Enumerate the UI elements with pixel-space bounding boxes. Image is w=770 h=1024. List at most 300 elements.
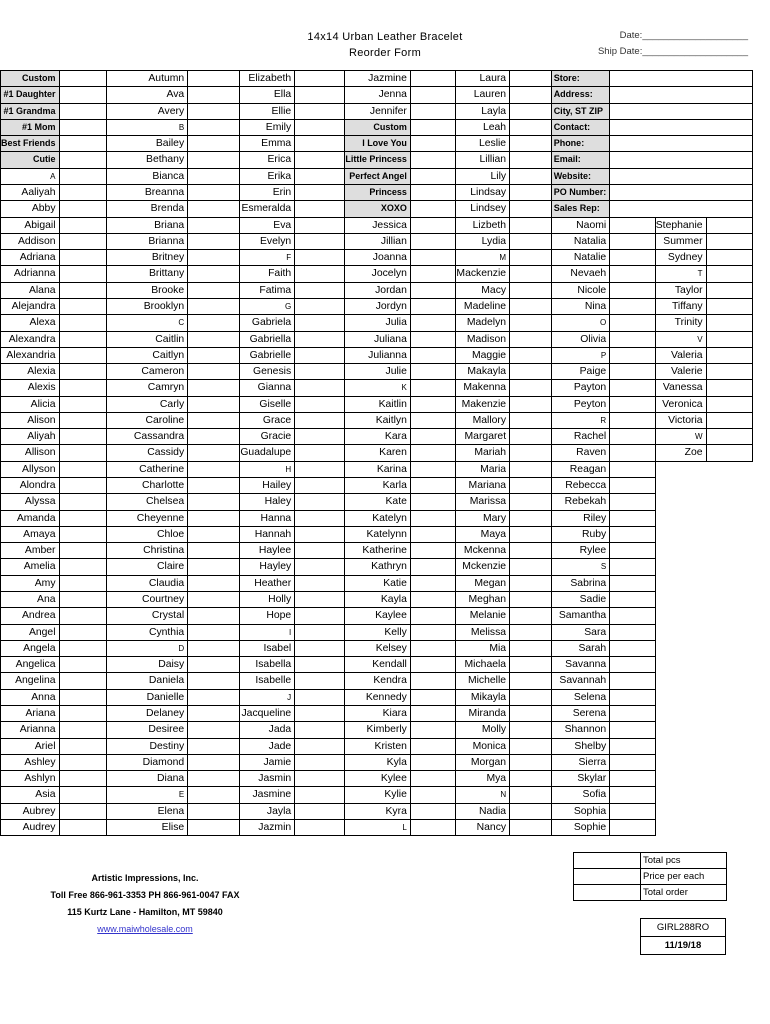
qty-cell[interactable] <box>610 298 656 314</box>
qty-cell[interactable] <box>188 168 240 184</box>
qty-cell[interactable] <box>295 575 345 591</box>
qty-cell[interactable] <box>410 298 456 314</box>
qty-cell[interactable] <box>188 71 240 87</box>
qty-cell[interactable] <box>510 298 552 314</box>
qty-cell[interactable] <box>188 282 240 298</box>
qty-cell[interactable] <box>188 754 240 770</box>
qty-cell[interactable] <box>188 803 240 819</box>
qty-cell[interactable] <box>295 624 345 640</box>
qty-cell[interactable] <box>706 298 753 314</box>
qty-cell[interactable] <box>610 461 656 477</box>
qty-cell[interactable] <box>295 478 345 494</box>
qty-cell[interactable] <box>59 217 107 233</box>
qty-cell[interactable] <box>510 233 552 249</box>
qty-cell[interactable] <box>510 575 552 591</box>
qty-cell[interactable] <box>610 412 656 428</box>
qty-cell[interactable] <box>410 315 456 331</box>
qty-cell[interactable] <box>59 152 107 168</box>
qty-cell[interactable] <box>295 608 345 624</box>
qty-cell[interactable] <box>59 396 107 412</box>
qty-cell[interactable] <box>59 168 107 184</box>
qty-cell[interactable] <box>59 494 107 510</box>
qty-cell[interactable] <box>610 494 656 510</box>
qty-cell[interactable] <box>188 526 240 542</box>
qty-cell[interactable] <box>510 543 552 559</box>
qty-cell[interactable] <box>510 412 552 428</box>
qty-cell[interactable] <box>295 640 345 656</box>
qty-cell[interactable] <box>295 347 345 363</box>
qty-cell[interactable] <box>59 87 107 103</box>
qty-cell[interactable] <box>59 689 107 705</box>
qty-cell[interactable] <box>188 103 240 119</box>
qty-cell[interactable] <box>510 478 552 494</box>
qty-cell[interactable] <box>706 217 753 233</box>
qty-cell[interactable] <box>510 705 552 721</box>
total-pcs-value[interactable] <box>574 853 641 869</box>
qty-cell[interactable] <box>510 819 552 835</box>
qty-cell[interactable] <box>610 380 656 396</box>
qty-cell[interactable] <box>410 445 456 461</box>
qty-cell[interactable] <box>188 429 240 445</box>
qty-cell[interactable] <box>410 168 456 184</box>
qty-cell[interactable] <box>59 640 107 656</box>
qty-cell[interactable] <box>610 624 656 640</box>
qty-cell[interactable] <box>295 380 345 396</box>
qty-cell[interactable] <box>188 298 240 314</box>
qty-cell[interactable] <box>295 722 345 738</box>
qty-cell[interactable] <box>706 331 753 347</box>
qty-cell[interactable] <box>610 233 656 249</box>
qty-cell[interactable] <box>188 592 240 608</box>
qty-cell[interactable] <box>410 266 456 282</box>
qty-cell[interactable] <box>610 510 656 526</box>
qty-cell[interactable] <box>295 445 345 461</box>
qty-cell[interactable] <box>510 282 552 298</box>
qty-cell[interactable] <box>706 364 753 380</box>
qty-cell[interactable] <box>410 347 456 363</box>
qty-cell[interactable] <box>610 673 656 689</box>
qty-cell[interactable] <box>510 184 552 200</box>
qty-cell[interactable] <box>59 819 107 835</box>
qty-cell[interactable] <box>510 803 552 819</box>
total-order-value[interactable] <box>574 885 641 901</box>
qty-cell[interactable] <box>59 575 107 591</box>
qty-cell[interactable] <box>295 331 345 347</box>
qty-cell[interactable] <box>410 543 456 559</box>
qty-cell[interactable] <box>188 412 240 428</box>
qty-cell[interactable] <box>410 201 456 217</box>
qty-cell[interactable] <box>610 787 656 803</box>
qty-cell[interactable] <box>610 543 656 559</box>
qty-cell[interactable] <box>59 201 107 217</box>
qty-cell[interactable] <box>59 559 107 575</box>
qty-cell[interactable] <box>59 184 107 200</box>
qty-cell[interactable] <box>295 592 345 608</box>
qty-cell[interactable] <box>59 543 107 559</box>
qty-cell[interactable] <box>188 543 240 559</box>
qty-cell[interactable] <box>510 494 552 510</box>
qty-cell[interactable] <box>188 608 240 624</box>
qty-cell[interactable] <box>59 266 107 282</box>
qty-cell[interactable] <box>295 184 345 200</box>
qty-cell[interactable] <box>510 87 552 103</box>
qty-cell[interactable] <box>188 266 240 282</box>
qty-cell[interactable] <box>706 315 753 331</box>
qty-cell[interactable] <box>410 771 456 787</box>
qty-cell[interactable] <box>188 657 240 673</box>
store-info-field[interactable] <box>610 87 753 103</box>
qty-cell[interactable] <box>706 445 753 461</box>
qty-cell[interactable] <box>188 819 240 835</box>
qty-cell[interactable] <box>188 331 240 347</box>
qty-cell[interactable] <box>295 673 345 689</box>
qty-cell[interactable] <box>188 689 240 705</box>
qty-cell[interactable] <box>510 689 552 705</box>
qty-cell[interactable] <box>188 771 240 787</box>
qty-cell[interactable] <box>188 705 240 721</box>
qty-cell[interactable] <box>610 429 656 445</box>
qty-cell[interactable] <box>706 429 753 445</box>
qty-cell[interactable] <box>410 71 456 87</box>
qty-cell[interactable] <box>510 429 552 445</box>
qty-cell[interactable] <box>188 510 240 526</box>
qty-cell[interactable] <box>59 315 107 331</box>
qty-cell[interactable] <box>410 624 456 640</box>
qty-cell[interactable] <box>188 445 240 461</box>
qty-cell[interactable] <box>59 673 107 689</box>
qty-cell[interactable] <box>610 819 656 835</box>
qty-cell[interactable] <box>510 201 552 217</box>
qty-cell[interactable] <box>188 396 240 412</box>
qty-cell[interactable] <box>188 575 240 591</box>
qty-cell[interactable] <box>510 168 552 184</box>
qty-cell[interactable] <box>410 429 456 445</box>
qty-cell[interactable] <box>706 412 753 428</box>
qty-cell[interactable] <box>610 689 656 705</box>
qty-cell[interactable] <box>410 364 456 380</box>
qty-cell[interactable] <box>510 754 552 770</box>
qty-cell[interactable] <box>59 803 107 819</box>
qty-cell[interactable] <box>610 608 656 624</box>
qty-cell[interactable] <box>295 657 345 673</box>
qty-cell[interactable] <box>510 673 552 689</box>
qty-cell[interactable] <box>510 217 552 233</box>
qty-cell[interactable] <box>188 119 240 135</box>
qty-cell[interactable] <box>295 771 345 787</box>
price-per-each-value[interactable] <box>574 869 641 885</box>
qty-cell[interactable] <box>295 754 345 770</box>
qty-cell[interactable] <box>295 87 345 103</box>
store-info-field[interactable] <box>610 168 753 184</box>
qty-cell[interactable] <box>59 412 107 428</box>
qty-cell[interactable] <box>610 250 656 266</box>
qty-cell[interactable] <box>510 266 552 282</box>
qty-cell[interactable] <box>510 136 552 152</box>
qty-cell[interactable] <box>410 250 456 266</box>
qty-cell[interactable] <box>410 510 456 526</box>
qty-cell[interactable] <box>610 640 656 656</box>
qty-cell[interactable] <box>295 168 345 184</box>
qty-cell[interactable] <box>188 738 240 754</box>
store-info-field[interactable] <box>610 103 753 119</box>
qty-cell[interactable] <box>295 201 345 217</box>
qty-cell[interactable] <box>510 559 552 575</box>
qty-cell[interactable] <box>706 233 753 249</box>
qty-cell[interactable] <box>188 494 240 510</box>
qty-cell[interactable] <box>510 71 552 87</box>
qty-cell[interactable] <box>510 119 552 135</box>
qty-cell[interactable] <box>410 803 456 819</box>
qty-cell[interactable] <box>410 119 456 135</box>
qty-cell[interactable] <box>59 250 107 266</box>
qty-cell[interactable] <box>610 315 656 331</box>
qty-cell[interactable] <box>410 478 456 494</box>
qty-cell[interactable] <box>410 526 456 542</box>
qty-cell[interactable] <box>610 592 656 608</box>
qty-cell[interactable] <box>610 347 656 363</box>
qty-cell[interactable] <box>188 87 240 103</box>
qty-cell[interactable] <box>295 250 345 266</box>
qty-cell[interactable] <box>59 364 107 380</box>
qty-cell[interactable] <box>410 705 456 721</box>
qty-cell[interactable] <box>59 592 107 608</box>
store-info-field[interactable] <box>610 136 753 152</box>
qty-cell[interactable] <box>295 510 345 526</box>
qty-cell[interactable] <box>610 705 656 721</box>
store-info-field[interactable] <box>610 201 753 217</box>
qty-cell[interactable] <box>610 657 656 673</box>
qty-cell[interactable] <box>610 722 656 738</box>
qty-cell[interactable] <box>410 396 456 412</box>
qty-cell[interactable] <box>410 689 456 705</box>
qty-cell[interactable] <box>610 575 656 591</box>
qty-cell[interactable] <box>706 266 753 282</box>
qty-cell[interactable] <box>188 136 240 152</box>
qty-cell[interactable] <box>410 103 456 119</box>
qty-cell[interactable] <box>188 184 240 200</box>
qty-cell[interactable] <box>510 608 552 624</box>
qty-cell[interactable] <box>610 396 656 412</box>
qty-cell[interactable] <box>410 592 456 608</box>
qty-cell[interactable] <box>610 445 656 461</box>
qty-cell[interactable] <box>295 315 345 331</box>
qty-cell[interactable] <box>59 705 107 721</box>
qty-cell[interactable] <box>59 380 107 396</box>
qty-cell[interactable] <box>610 803 656 819</box>
qty-cell[interactable] <box>295 152 345 168</box>
qty-cell[interactable] <box>59 429 107 445</box>
qty-cell[interactable] <box>510 592 552 608</box>
qty-cell[interactable] <box>510 347 552 363</box>
qty-cell[interactable] <box>59 331 107 347</box>
qty-cell[interactable] <box>610 478 656 494</box>
qty-cell[interactable] <box>295 787 345 803</box>
qty-cell[interactable] <box>295 526 345 542</box>
qty-cell[interactable] <box>610 217 656 233</box>
qty-cell[interactable] <box>410 233 456 249</box>
qty-cell[interactable] <box>706 347 753 363</box>
qty-cell[interactable] <box>510 364 552 380</box>
qty-cell[interactable] <box>188 673 240 689</box>
qty-cell[interactable] <box>610 331 656 347</box>
qty-cell[interactable] <box>295 461 345 477</box>
qty-cell[interactable] <box>59 103 107 119</box>
qty-cell[interactable] <box>59 657 107 673</box>
qty-cell[interactable] <box>510 103 552 119</box>
qty-cell[interactable] <box>295 429 345 445</box>
qty-cell[interactable] <box>410 461 456 477</box>
qty-cell[interactable] <box>510 787 552 803</box>
company-website-link[interactable]: www.maiwholesale.com <box>97 924 193 934</box>
qty-cell[interactable] <box>410 640 456 656</box>
qty-cell[interactable] <box>610 738 656 754</box>
qty-cell[interactable] <box>59 298 107 314</box>
qty-cell[interactable] <box>295 119 345 135</box>
qty-cell[interactable] <box>410 657 456 673</box>
qty-cell[interactable] <box>59 771 107 787</box>
store-info-field[interactable] <box>610 152 753 168</box>
qty-cell[interactable] <box>59 722 107 738</box>
qty-cell[interactable] <box>295 364 345 380</box>
qty-cell[interactable] <box>410 819 456 835</box>
qty-cell[interactable] <box>188 233 240 249</box>
qty-cell[interactable] <box>410 673 456 689</box>
qty-cell[interactable] <box>510 771 552 787</box>
qty-cell[interactable] <box>610 282 656 298</box>
qty-cell[interactable] <box>295 71 345 87</box>
qty-cell[interactable] <box>188 152 240 168</box>
qty-cell[interactable] <box>188 722 240 738</box>
qty-cell[interactable] <box>706 396 753 412</box>
qty-cell[interactable] <box>295 738 345 754</box>
qty-cell[interactable] <box>410 608 456 624</box>
qty-cell[interactable] <box>410 559 456 575</box>
qty-cell[interactable] <box>610 266 656 282</box>
qty-cell[interactable] <box>410 754 456 770</box>
qty-cell[interactable] <box>59 119 107 135</box>
store-info-field[interactable] <box>610 119 753 135</box>
qty-cell[interactable] <box>188 217 240 233</box>
qty-cell[interactable] <box>510 396 552 412</box>
qty-cell[interactable] <box>59 233 107 249</box>
qty-cell[interactable] <box>295 819 345 835</box>
qty-cell[interactable] <box>59 608 107 624</box>
qty-cell[interactable] <box>59 624 107 640</box>
qty-cell[interactable] <box>410 380 456 396</box>
qty-cell[interactable] <box>706 250 753 266</box>
qty-cell[interactable] <box>410 87 456 103</box>
qty-cell[interactable] <box>510 640 552 656</box>
qty-cell[interactable] <box>188 461 240 477</box>
qty-cell[interactable] <box>188 201 240 217</box>
qty-cell[interactable] <box>295 396 345 412</box>
qty-cell[interactable] <box>295 103 345 119</box>
qty-cell[interactable] <box>295 494 345 510</box>
date-field[interactable]: Date:____________________ <box>619 30 748 41</box>
qty-cell[interactable] <box>410 217 456 233</box>
qty-cell[interactable] <box>610 771 656 787</box>
qty-cell[interactable] <box>410 787 456 803</box>
qty-cell[interactable] <box>188 250 240 266</box>
qty-cell[interactable] <box>706 380 753 396</box>
qty-cell[interactable] <box>510 722 552 738</box>
qty-cell[interactable] <box>59 738 107 754</box>
qty-cell[interactable] <box>188 364 240 380</box>
qty-cell[interactable] <box>59 461 107 477</box>
qty-cell[interactable] <box>295 282 345 298</box>
qty-cell[interactable] <box>410 494 456 510</box>
qty-cell[interactable] <box>188 315 240 331</box>
qty-cell[interactable] <box>610 364 656 380</box>
store-info-field[interactable] <box>610 71 753 87</box>
qty-cell[interactable] <box>410 738 456 754</box>
qty-cell[interactable] <box>510 380 552 396</box>
qty-cell[interactable] <box>610 754 656 770</box>
qty-cell[interactable] <box>610 526 656 542</box>
qty-cell[interactable] <box>188 559 240 575</box>
qty-cell[interactable] <box>295 217 345 233</box>
qty-cell[interactable] <box>410 282 456 298</box>
qty-cell[interactable] <box>59 71 107 87</box>
qty-cell[interactable] <box>510 250 552 266</box>
qty-cell[interactable] <box>188 787 240 803</box>
qty-cell[interactable] <box>510 657 552 673</box>
qty-cell[interactable] <box>59 347 107 363</box>
qty-cell[interactable] <box>410 331 456 347</box>
qty-cell[interactable] <box>610 559 656 575</box>
qty-cell[interactable] <box>295 559 345 575</box>
qty-cell[interactable] <box>295 705 345 721</box>
qty-cell[interactable] <box>188 624 240 640</box>
qty-cell[interactable] <box>295 233 345 249</box>
qty-cell[interactable] <box>295 412 345 428</box>
qty-cell[interactable] <box>510 738 552 754</box>
qty-cell[interactable] <box>59 136 107 152</box>
qty-cell[interactable] <box>510 461 552 477</box>
qty-cell[interactable] <box>59 787 107 803</box>
qty-cell[interactable] <box>410 136 456 152</box>
qty-cell[interactable] <box>295 803 345 819</box>
qty-cell[interactable] <box>410 575 456 591</box>
qty-cell[interactable] <box>510 331 552 347</box>
store-info-field[interactable] <box>610 184 753 200</box>
qty-cell[interactable] <box>59 526 107 542</box>
ship-date-field[interactable]: Ship Date:____________________ <box>597 46 748 57</box>
qty-cell[interactable] <box>706 282 753 298</box>
qty-cell[interactable] <box>59 754 107 770</box>
qty-cell[interactable] <box>410 412 456 428</box>
qty-cell[interactable] <box>295 136 345 152</box>
qty-cell[interactable] <box>59 445 107 461</box>
qty-cell[interactable] <box>510 624 552 640</box>
qty-cell[interactable] <box>510 445 552 461</box>
qty-cell[interactable] <box>295 689 345 705</box>
qty-cell[interactable] <box>410 152 456 168</box>
qty-cell[interactable] <box>295 543 345 559</box>
qty-cell[interactable] <box>59 282 107 298</box>
qty-cell[interactable] <box>295 266 345 282</box>
qty-cell[interactable] <box>188 478 240 494</box>
qty-cell[interactable] <box>410 184 456 200</box>
qty-cell[interactable] <box>188 640 240 656</box>
qty-cell[interactable] <box>59 478 107 494</box>
qty-cell[interactable] <box>510 510 552 526</box>
qty-cell[interactable] <box>510 315 552 331</box>
qty-cell[interactable] <box>510 152 552 168</box>
qty-cell[interactable] <box>188 347 240 363</box>
qty-cell[interactable] <box>295 298 345 314</box>
qty-cell[interactable] <box>510 526 552 542</box>
